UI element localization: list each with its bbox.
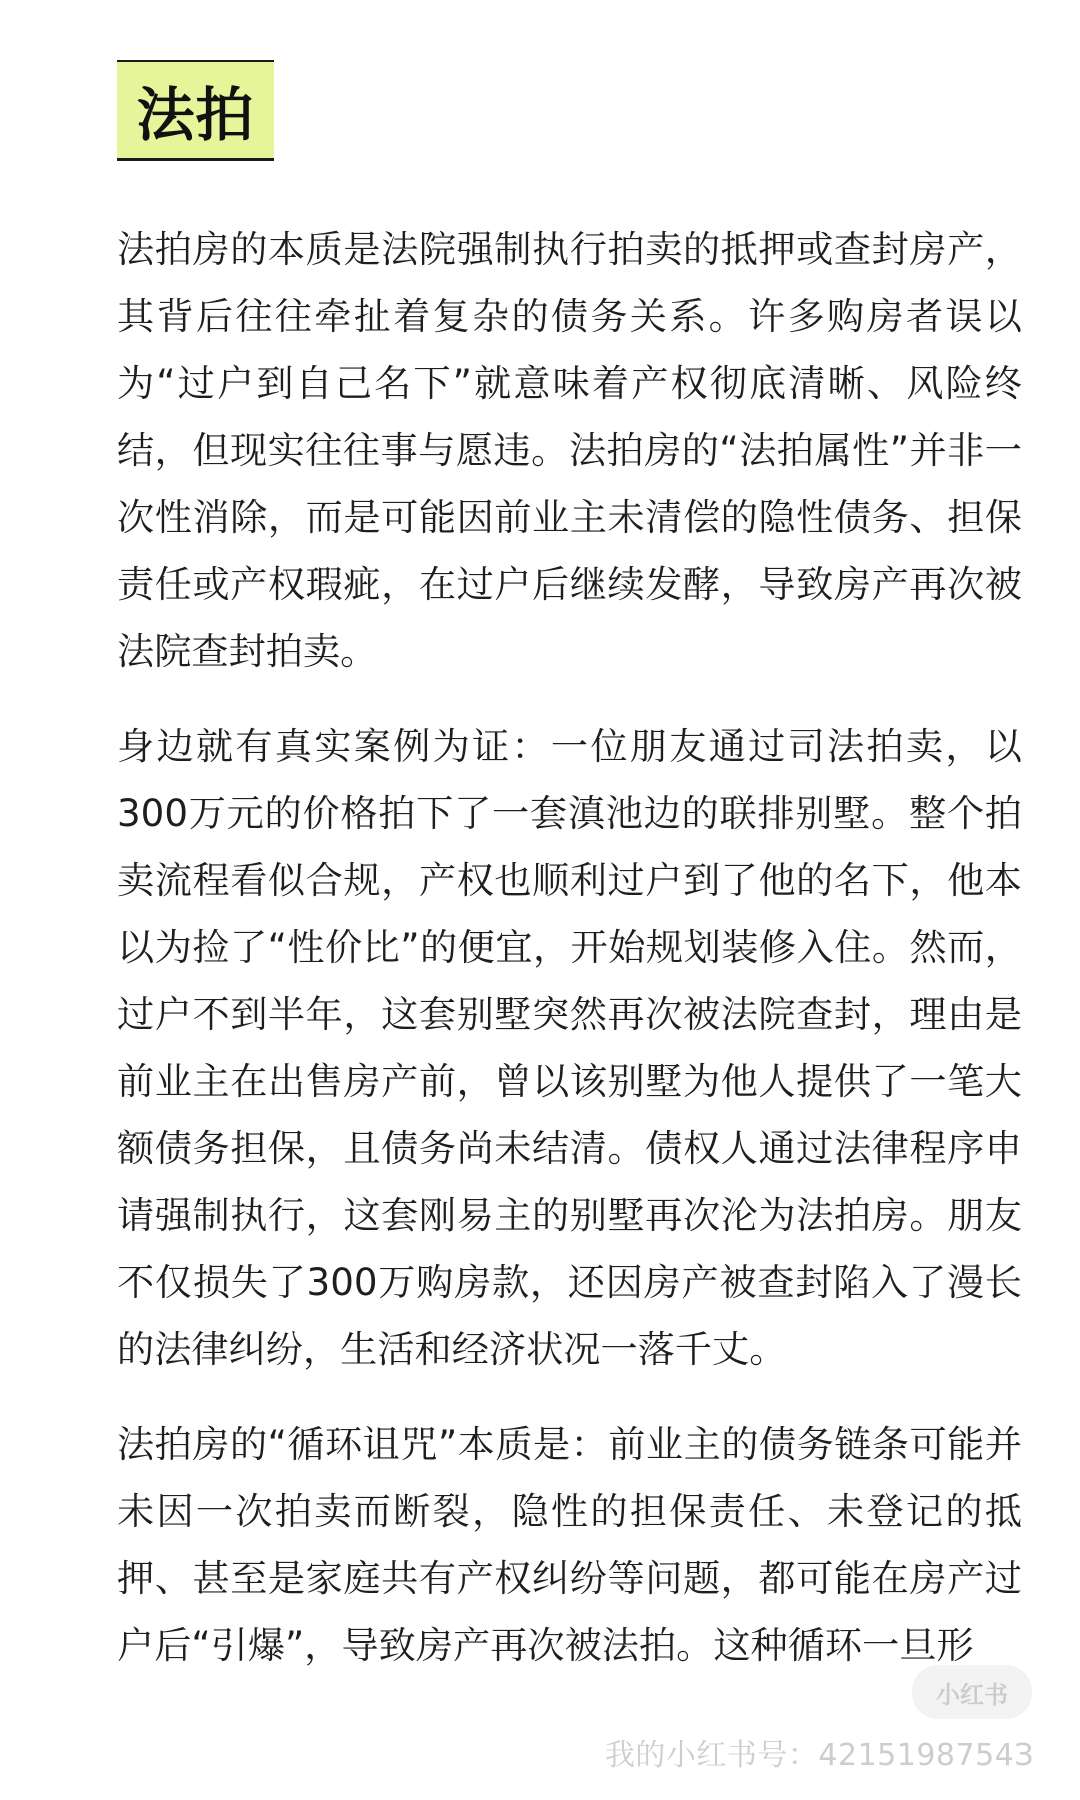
article-body [117, 216, 1022, 1679]
account-id-watermark: 我的小红书号：4215198754З [604, 1738, 1034, 1773]
section-title-tag [117, 60, 274, 161]
paragraph-2: 身边就有真实案例为证：一位朋友通过司法拍卖，以300万元的价格拍下了一套滇池边的联排别墅。整个拍卖流程看似合规，产权也顺利过户到了他的名下，他本以为捡了“性价比”的便宜，开始规划装修入住。然而，过户不到半年，这套别墅突然再次被法院查封，理由是前业主在出售房产前，曾以该别墅为他人提供了一笔大额债务担保，且债务尚未结清。债权人通过法律程序申请强制执行，这套刚易主的别墅再次沦为法拍房。朋友不仅损失了300万购房款，还因房产被查封陷入了漫长的法律纠纷，生活和经济状况一落千丈。 [117, 724, 1022, 1371]
section-title: 法拍 [136, 81, 255, 149]
paragraph-1: 法拍房的本质是法院强制执行拍卖的抵押或查封房产，其背后往往牵扯着复杂的债务关系。许多购房者误以为“过户到自己名下”就意味着产权彻底清晰、风险终结，但现实往往事与愿违。法拍房的“法拍属性”并非一次性消除，而是可能因前业主未清偿的隐性债务、担保责任或产权瑕疵，在过户后继续发酵，导致房产再次被法院查封拍卖。 [117, 227, 1022, 673]
paragraph-3: 法拍房的“循环诅咒”本质是：前业主的债务链条可能并未因一次拍卖而断裂，隐性的担保责任、未登记的抵押、甚至是家庭共有产权纠纷等问题，都可能在房产过户后“引爆”，导致房产再次被法拍。这种循环一旦形 [117, 1422, 1022, 1667]
xiaohongshu-logo-watermark: 小红书 [912, 1665, 1032, 1719]
